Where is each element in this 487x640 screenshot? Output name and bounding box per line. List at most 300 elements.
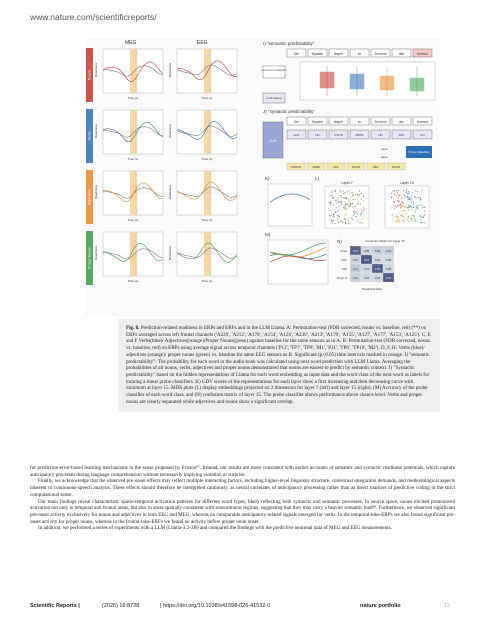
mds-point — [411, 195, 412, 196]
word-label: Die — [294, 51, 299, 56]
mds-point — [348, 223, 349, 224]
mds-point — [337, 220, 338, 221]
y-axis-label: Readiness — [94, 245, 98, 261]
mds-point — [329, 195, 330, 196]
confusion-row-label: Verb — [341, 258, 347, 262]
mds-point — [344, 202, 345, 203]
y-axis-label: Readiness — [168, 245, 172, 261]
mds-point — [358, 196, 359, 197]
mds-point — [403, 216, 404, 217]
row-label: Verbs — [87, 131, 92, 141]
tag-label: ART — [293, 133, 300, 137]
mds-point — [360, 222, 361, 223]
mds-point — [414, 218, 415, 219]
confusion-value: 0.12 — [352, 268, 359, 271]
k-frame — [268, 184, 312, 226]
mds-point — [352, 219, 353, 220]
mds-point — [420, 197, 421, 198]
mds-point — [417, 191, 418, 192]
mds-point — [334, 189, 335, 190]
mds-point — [341, 221, 342, 222]
panel-l-label: L) — [315, 176, 320, 181]
mds-point — [350, 203, 351, 204]
mds-point — [335, 200, 336, 201]
pos-label: PROPN — [291, 165, 301, 169]
confusion-value: 0.05 — [363, 277, 370, 280]
mds-point — [333, 220, 334, 221]
mds-point — [416, 197, 417, 198]
mds-frame — [385, 186, 429, 228]
word-label: im — [357, 119, 362, 124]
mds-point — [355, 206, 356, 207]
mds-point — [402, 220, 403, 221]
mds-point — [359, 222, 360, 223]
confusion-row-label: ADJ — [341, 267, 347, 271]
figure-caption — [118, 319, 440, 412]
confusion-value: 0.05 — [385, 268, 392, 271]
mds-point — [413, 207, 414, 208]
mds-point — [423, 217, 424, 218]
mds-point — [360, 204, 361, 205]
mds-point — [416, 207, 417, 208]
x-axis-label: Time (s) — [127, 96, 139, 100]
mds-point — [393, 191, 394, 192]
caption-text: Prediction-related readiness in ERPs and ERFs and in the LLM Llama. A: Permutation-test (FDR corrected, nouns vs. baseline, red) (**) on ERFs averaged across left frontal channels ('A229', 'A212', 'A178', 'A154', 'A126', 'A230', 'A213', 'A179', 'A155', 'A127', 'A177', 'A153', 'A125'). C, E and F Verbs(blue)/ Adjectives(orange)/Proper Nouns(green) against baseline for the same sensors as in A. B: Permutation-test (FDR corrected, nouns vs. baseline, red) on ERPs using average signal across temporal channels ('P12', 'TP7', 'TP9', 'M1', 'P11', 'TP8', 'TP10', 'M2'). D, F, H: Verbs (blue)/ adjectives (orange)/ proper nouns (green) vs. baseline for same EEG sensors as B. Significant (p<0.05) time intervals marked in orange. I) "semantic predictability": The probability for each word in the audio book was calculated using next word prediction with LLM Llama. Averaging the probabilities of all nouns, verbs, adjectives and proper nouns demonstrated that nouns are easiest to predict by semantic context. J) "Syntactic predictability" based on the hidden representations of Llama for each word embedding as input data and the word class of the next word as labels for training a linear probe classifiers. K) GDV scores of the representations for each layer show a first increasing and then decreasing curve with minimum at layer 15. MDS plots (L) display embeddings projected on 2 dimension for layer 7 (left) and layer 15 (right). (M) Accuracy of the probe classifier of each word class, and (N) confusion matrix of layer 15. The probe classifier shows performance above chance level. Verbs and proper nouns are clearly separated while adjectives and nouns show a significant overlap. — [126, 325, 431, 405]
mds-point — [404, 210, 405, 211]
mds-point — [352, 206, 353, 207]
confusion-row-label: Propn N — [336, 276, 347, 280]
mds-point — [398, 220, 399, 221]
mds-title: Layer 7 — [341, 181, 353, 185]
panel-k-label: K) — [265, 176, 270, 181]
mds-point — [361, 198, 362, 199]
llm-side-label: LLM — [269, 139, 277, 143]
mds-point — [346, 198, 347, 199]
mds-point — [421, 217, 422, 218]
mds-point — [348, 218, 349, 219]
confusion-value: 0.09 — [374, 250, 381, 253]
mds-point — [408, 205, 409, 206]
panel-i-title: I) "semantic predictability" — [263, 41, 315, 46]
mds-point — [331, 190, 332, 191]
mds-point — [329, 202, 330, 203]
mds-point — [353, 195, 354, 196]
confusion-value: 0.10 — [352, 277, 359, 280]
footer-journal: Scientific Reports | — [30, 603, 80, 609]
word-label: Zentrum — [374, 119, 387, 124]
mds-point — [332, 223, 333, 224]
mds-point — [416, 205, 417, 206]
mds-point — [404, 195, 405, 196]
mds-point — [411, 207, 412, 208]
mds-point — [392, 215, 393, 216]
mds-point — [344, 208, 345, 209]
mds-point — [394, 205, 395, 206]
paragraph-3: Our main findings reveal characteristic spatio-temporal activation patterns for different word types, likely reflecting both syntactic and semantic processes. In source space, nouns elicited pronounced activation not only in temporal and frontal areas, but also in areas spatially consistent with sensorimotor regions, suggesting that they may carry a heavier semantic load⁸⁸. Furthermore, we observed significant pre-onset activity exclusively for nouns and adjectives in both EEG and MEG, whereas no comparable anticipatory-related signals emerged for verbs. In the temporal-lobe-ERPs we also found significant pre-onset activity for proper nouns, whereas in the frontal-lobe-ERFs we found no activity before proper noun onset. — [30, 498, 455, 525]
mds-point — [354, 211, 355, 212]
confusion-row-label: Noun — [340, 249, 347, 253]
mds-point — [407, 193, 408, 194]
row-label: Nouns — [87, 69, 92, 81]
mds-point — [393, 214, 394, 215]
mds-point — [411, 202, 412, 203]
mds-point — [363, 210, 364, 211]
x-axis-label: Time (s) — [201, 157, 213, 161]
figure-8 — [85, 38, 440, 316]
confusion-value: 0.04 — [374, 259, 381, 262]
panel-n-label: N) — [337, 239, 342, 244]
mds-point — [397, 216, 398, 217]
mds-point — [397, 200, 398, 201]
mds-point — [421, 205, 422, 206]
mds-point — [397, 192, 398, 193]
figure-graphic — [85, 38, 440, 316]
word-label: Kreises — [417, 51, 428, 56]
mds-point — [346, 213, 347, 214]
mds-point — [339, 206, 340, 207]
mds-point — [361, 193, 362, 194]
mds-point — [423, 216, 424, 217]
mds-point — [348, 190, 349, 191]
mds-point — [346, 209, 347, 210]
next-word-label: next word prediction — [261, 68, 287, 72]
mds-point — [361, 212, 362, 213]
mds-point — [330, 210, 331, 211]
confusion-value: 0.05 — [385, 259, 392, 262]
mds-point — [412, 215, 413, 216]
mds-point — [353, 199, 354, 200]
mds-point — [409, 199, 410, 200]
mds-point — [363, 196, 364, 197]
mds-point — [344, 192, 345, 193]
mds-point — [407, 207, 408, 208]
mds-point — [336, 207, 337, 208]
word-label: liegen — [334, 51, 343, 56]
mds-point — [350, 222, 351, 223]
mds-point — [343, 197, 344, 198]
y-axis-label: Readiness — [94, 123, 98, 139]
mds-point — [407, 196, 408, 197]
mds-point — [333, 205, 334, 206]
mds-point — [329, 215, 330, 216]
mds-point — [407, 219, 408, 220]
mds-point — [347, 205, 348, 206]
mds-point — [394, 193, 395, 194]
mds-point — [414, 196, 415, 197]
pos-label: ADP — [333, 165, 339, 169]
mds-point — [340, 190, 341, 191]
mds-point — [415, 220, 416, 221]
paragraph-4: In addition, we performed a series of experiments with a LLM (Llama-3.2-3B) and compared the findings with the predictive neuronal data of MEG and EEG measurements. — [38, 525, 392, 532]
label-label: label — [381, 155, 388, 159]
mds-point — [394, 208, 395, 209]
input-label: input — [381, 147, 388, 151]
mds-point — [335, 223, 336, 224]
mds-point — [414, 211, 415, 212]
mds-point — [363, 208, 364, 209]
mds-point — [411, 220, 412, 221]
mds-point — [340, 201, 341, 202]
mds-point — [344, 218, 345, 219]
mds-point — [415, 209, 416, 210]
mds-point — [344, 206, 345, 207]
mds-point — [396, 195, 397, 196]
mds-point — [348, 199, 349, 200]
mds-point — [337, 218, 338, 219]
tag-label: VVFIN — [334, 133, 343, 137]
mds-point — [414, 216, 415, 217]
mds-point — [396, 220, 397, 221]
mds-point — [399, 195, 400, 196]
pos-label: NOUN — [351, 165, 361, 169]
mds-point — [338, 209, 339, 210]
col-title-eeg: EEG — [197, 40, 208, 46]
mds-point — [404, 197, 405, 198]
mds-point — [331, 221, 332, 222]
pos-label: VERB — [312, 165, 320, 169]
mds-point — [396, 206, 397, 207]
x-axis-label: Time (s) — [201, 279, 213, 283]
mds-point — [330, 203, 331, 204]
mds-point — [403, 203, 404, 204]
mds-point — [401, 197, 402, 198]
mds-point — [408, 210, 409, 211]
y-axis-label: Readiness — [168, 184, 172, 200]
mds-point — [420, 216, 421, 217]
mds-point — [411, 209, 412, 210]
mds-point — [419, 197, 420, 198]
mds-point — [398, 205, 399, 206]
mds-point — [350, 205, 351, 206]
mds-point — [348, 201, 349, 202]
mds-point — [403, 213, 404, 214]
x-axis-label: Time (s) — [201, 218, 213, 222]
x-axis-label: Time (s) — [127, 218, 139, 222]
mds-point — [359, 194, 360, 195]
tag-label: NN — [315, 133, 320, 137]
mds-point — [420, 199, 421, 200]
mds-point — [345, 219, 346, 220]
confusion-value: 0.09 — [385, 250, 392, 253]
word-label: Zentrum — [374, 51, 387, 56]
mds-point — [398, 195, 399, 196]
llm-label: LLM Llama — [266, 96, 282, 100]
mds-point — [424, 211, 425, 212]
mds-point — [409, 197, 410, 198]
mds-point — [362, 219, 363, 220]
mds-point — [353, 215, 354, 216]
word-label: Hyaden — [311, 119, 324, 124]
mds-point — [410, 205, 411, 206]
mds-point — [342, 222, 343, 223]
m-frame — [268, 240, 328, 284]
mds-point — [346, 204, 347, 205]
mds-point — [362, 222, 363, 223]
mds-point — [418, 205, 419, 206]
mds-point — [400, 207, 401, 208]
confusion-value: 0.04 — [363, 268, 370, 271]
mds-point — [410, 218, 411, 219]
y-axis-label: Readiness — [94, 62, 98, 78]
mds-point — [337, 215, 338, 216]
row-label: Adjectives — [87, 189, 92, 205]
mds-point — [401, 201, 402, 202]
mds-title: Layer 15 — [400, 181, 414, 185]
mds-point — [408, 193, 409, 194]
mds-point — [394, 190, 395, 191]
mds-point — [399, 204, 400, 205]
confusion-value: 0.79 — [374, 268, 381, 271]
mds-point — [403, 190, 404, 191]
mds-point — [337, 211, 338, 212]
confusion-title: Confusion Matrix for Layer 15 — [365, 239, 405, 243]
mds-point — [398, 201, 399, 202]
mds-point — [361, 209, 362, 210]
mds-point — [335, 212, 336, 213]
mds-point — [410, 198, 411, 199]
mds-point — [339, 220, 340, 221]
confusion-value: 0.81 — [385, 277, 392, 280]
mds-point — [346, 191, 347, 192]
mds-point — [363, 207, 364, 208]
mds-point — [396, 190, 397, 191]
mds-point — [331, 215, 332, 216]
mds-point — [336, 203, 337, 204]
tag-label: NN — [420, 133, 425, 137]
mds-point — [391, 207, 392, 208]
paragraph-1: for prediction-error-based learning mechanisms in the sense proposed by Friston⁸⁷. Instead, our results are more consistent with earlier accounts of semantic and syntactic readiness potentials, which capture anticipatory processes during language comprehension without necessarily implying violation or surprise. — [30, 465, 455, 478]
mds-point — [355, 194, 356, 195]
mds-point — [408, 216, 409, 217]
mds-point — [354, 213, 355, 214]
mds-point — [395, 221, 396, 222]
mds-point — [340, 195, 341, 196]
tag-label: ART — [398, 133, 405, 137]
mds-point — [352, 203, 353, 204]
mds-point — [404, 218, 405, 219]
mds-point — [408, 206, 409, 207]
mds-point — [415, 190, 416, 191]
mds-point — [333, 216, 334, 217]
mds-point — [348, 220, 349, 221]
mds-point — [405, 206, 406, 207]
journal-url: www.nature.com/scientificreports/ — [30, 12, 157, 22]
mds-point — [422, 207, 423, 208]
tag-label: APPR — [355, 133, 364, 137]
mds-point — [399, 221, 400, 222]
mds-point — [408, 221, 409, 222]
y-axis-label: Readiness — [168, 123, 172, 139]
mds-point — [398, 190, 399, 191]
word-label: Die — [294, 119, 299, 124]
confusion-xlabel: Predicted label — [362, 287, 382, 291]
mds-point — [337, 200, 338, 201]
mds-point — [402, 206, 403, 207]
footer-page-number: 12 — [444, 603, 451, 609]
mds-point — [421, 190, 422, 191]
mds-point — [345, 204, 346, 205]
mds-point — [413, 201, 414, 202]
mds-point — [406, 213, 407, 214]
confusion-value: 0.76 — [352, 250, 359, 253]
x-axis-label: Time (s) — [201, 96, 213, 100]
mds-point — [394, 202, 395, 203]
mds-point — [333, 197, 334, 198]
mds-point — [362, 211, 363, 212]
mds-point — [421, 222, 422, 223]
word-label: des — [398, 119, 405, 124]
mds-point — [357, 214, 358, 215]
caption-label: Fig. 8. — [126, 325, 140, 331]
y-axis-label: Readiness — [94, 184, 98, 200]
mds-point — [411, 199, 412, 200]
panel-j-title: J) "syntactic predictability" — [263, 109, 315, 114]
confusion-value: 0.04 — [374, 277, 381, 280]
mds-point — [352, 192, 353, 193]
mds-point — [396, 216, 397, 217]
mds-point — [410, 206, 411, 207]
mds-point — [406, 192, 407, 193]
mds-point — [345, 223, 346, 224]
mds-point — [353, 211, 354, 212]
probe-label: Probe Classifier — [408, 150, 430, 154]
confusion-value: 0.84 — [363, 259, 370, 262]
mds-point — [424, 207, 425, 208]
mds-point — [359, 190, 360, 191]
mds-point — [332, 197, 333, 198]
pos-label: DET — [373, 165, 379, 169]
mds-point — [396, 214, 397, 215]
mds-point — [341, 197, 342, 198]
mds-point — [331, 219, 332, 220]
mds-point — [424, 215, 425, 216]
mds-point — [357, 203, 358, 204]
y-axis-label: Readiness — [168, 62, 172, 78]
mds-point — [363, 200, 364, 201]
mds-point — [343, 207, 344, 208]
mds-point — [420, 219, 421, 220]
tag-label: NN — [378, 133, 383, 137]
confusion-value: 0.07 — [352, 259, 359, 262]
mds-point — [412, 219, 413, 220]
mds-point — [343, 193, 344, 194]
mds-point — [334, 216, 335, 217]
mds-point — [341, 204, 342, 205]
mds-point — [398, 198, 399, 199]
mds-point — [338, 197, 339, 198]
mds-point — [345, 215, 346, 216]
footer-doi: | https://doi.org/10.1038/s41598-026-41532-0 — [160, 603, 271, 609]
mds-point — [347, 204, 348, 205]
confusion-value: 0.06 — [363, 250, 370, 253]
mds-point — [360, 214, 361, 215]
word-label: des — [398, 51, 405, 56]
mds-point — [355, 216, 356, 217]
mds-point — [333, 214, 334, 215]
mds-point — [401, 215, 402, 216]
footer-brand: nature portfolio — [360, 603, 401, 609]
mds-point — [332, 195, 333, 196]
mds-point — [338, 222, 339, 223]
paragraph-2: Finally, we acknowledge that the observed pre-onset effects may reflect multiple interacting factors, including higher-level linguistic structure, contextual integration demands, and methodological aspects inherent to continuous-speech analysis. These effects should therefore be interpreted cautiously, as neural correlates of anticipatory processing rather than as direct markers of predictive coding in the strict computational sense. — [30, 478, 455, 498]
mds-point — [415, 197, 416, 198]
mds-point — [393, 201, 394, 202]
mds-point — [408, 198, 409, 199]
mds-point — [412, 192, 413, 193]
word-label: Hyaden — [311, 51, 324, 56]
mds-point — [342, 191, 343, 192]
mds-point — [406, 189, 407, 190]
